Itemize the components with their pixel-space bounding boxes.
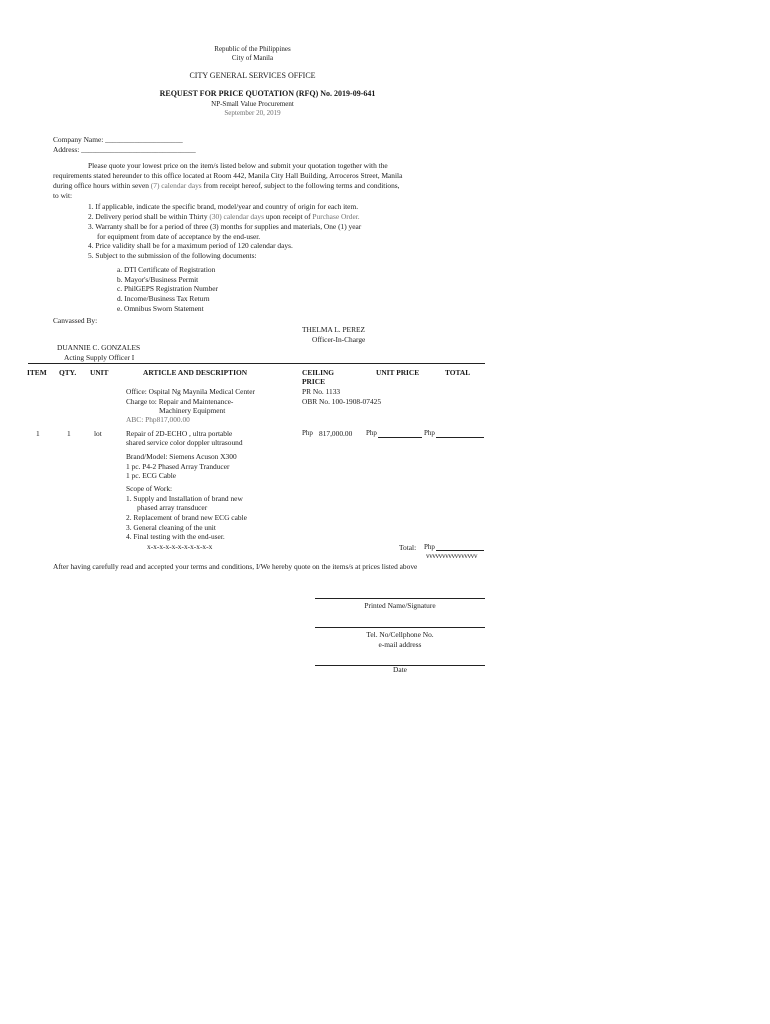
header-item: ITEM bbox=[27, 368, 47, 377]
tel-line bbox=[315, 627, 485, 628]
obr-number: OBR No. 100-1908-07425 bbox=[302, 397, 382, 406]
charge-line-cont: Machinery Equipment bbox=[159, 406, 226, 415]
supply-officer-title: Acting Supply Officer I bbox=[64, 353, 135, 362]
x-line: x-x-x-x-x-x-x-x-x-x-x bbox=[147, 542, 213, 551]
intro-line-3: during office hours within seven (7) calendar days from receipt hereof, subject to the following terms and conditions, bbox=[53, 181, 400, 190]
doc-item: c. PhilGEPS Registration Number bbox=[117, 284, 219, 293]
unit-price-blank bbox=[378, 437, 422, 438]
closing-statement: After having carefully read and accepted your terms and conditions, I/We hereby quote on the items/s at prices listed above bbox=[53, 562, 418, 571]
pr-number: PR No. 1133 bbox=[302, 387, 341, 396]
header-article: ARTICLE AND DESCRIPTION bbox=[143, 368, 248, 377]
total-currency: Php bbox=[424, 429, 435, 437]
term-2: 2. Delivery period shall be within Thirty (30) calendar days upon receipt of Purchase Order. bbox=[88, 212, 360, 221]
grand-total-currency: Php bbox=[424, 543, 435, 551]
header-qty: QTY. bbox=[59, 368, 77, 377]
procurement-type: NP-Small Value Procurement bbox=[211, 100, 294, 108]
row-qty: 1 bbox=[67, 429, 71, 438]
term-4: 4. Price validity shall be for a maximum period of 120 calendar days. bbox=[88, 241, 293, 250]
header-ceiling: CEILING bbox=[302, 368, 335, 377]
header-ceiling-price: PRICE bbox=[302, 377, 325, 386]
term-3: 3. Warranty shall be for a period of three (3) months for supplies and materials, One (1) year bbox=[88, 222, 362, 231]
header-unit: UNIT bbox=[90, 368, 109, 377]
scope-line: phased array transducer bbox=[137, 503, 208, 512]
supply-officer-name: DUANNIE C. GONZALES bbox=[57, 343, 141, 352]
calendar-days-7: (7) calendar days bbox=[150, 181, 202, 190]
calendar-days-30: (30) calendar days bbox=[209, 212, 264, 221]
row-unit: lot bbox=[94, 429, 102, 438]
oic-name: THELMA L. PEREZ bbox=[302, 325, 366, 334]
row-item: 1 bbox=[36, 429, 40, 438]
address-field: Address: _______________________________ bbox=[53, 145, 196, 154]
abc-amount: ABC: Php817,000.00 bbox=[126, 415, 190, 424]
doc-item: a. DTI Certificate of Registration bbox=[117, 265, 216, 274]
charge-line: Charge to: Repair and Maintenance- bbox=[126, 397, 234, 406]
intro-line-4: to wit: bbox=[53, 191, 73, 200]
term-3-cont: for equipment from date of acceptance by the end-user. bbox=[97, 232, 261, 241]
doc-item: d. Income/Business Tax Return bbox=[117, 294, 210, 303]
email-label: e-mail address bbox=[378, 640, 422, 649]
date-label: Date bbox=[393, 665, 407, 674]
oic-title: Officer-In-Charge bbox=[312, 335, 366, 344]
scope-line: 1. Supply and Installation of brand new bbox=[126, 494, 243, 503]
scope-line: 2. Replacement of brand new ECG cable bbox=[126, 513, 247, 522]
rfq-date: September 20, 2019 bbox=[224, 109, 281, 117]
republic-line: Republic of the Philippines bbox=[214, 45, 291, 53]
brand-line: Brand/Model: Siemens Acuson X300 bbox=[126, 452, 237, 461]
signature-line bbox=[315, 598, 485, 599]
brand-line: 1 pc. P4-2 Phased Array Tranducer bbox=[126, 462, 230, 471]
canvassed-by-label: Canvassed By: bbox=[53, 316, 98, 325]
doc-item: e. Omnibus Sworn Statement bbox=[117, 304, 204, 313]
total-label: Total: bbox=[399, 543, 417, 552]
scope-title: Scope of Work: bbox=[126, 484, 173, 493]
term-5: 5. Subject to the submission of the following documents: bbox=[88, 251, 257, 260]
ceiling-value: 817,000.00 bbox=[319, 429, 353, 438]
unit-price-currency: Php bbox=[366, 429, 377, 437]
total-blank bbox=[436, 437, 484, 438]
tel-label: Tel. No/Cellphone No. bbox=[366, 630, 434, 639]
company-name-field: Company Name: _____________________ bbox=[53, 135, 183, 144]
intro-line-2: requirements stated hereunder to this office located at Room 442, Manila City Hall Building, Arroceros Street, Manila bbox=[53, 171, 403, 180]
term-1: 1. If applicable, indicate the specific brand, model/year and country of origin for each item. bbox=[88, 202, 359, 211]
printed-name-label: Printed Name/Signature bbox=[364, 601, 436, 610]
office-title: CITY GENERAL SERVICES OFFICE bbox=[189, 71, 316, 80]
rfq-title: REQUEST FOR PRICE QUOTATION (RFQ) No. 2019-09-641 bbox=[159, 89, 376, 98]
intro-line-1: Please quote your lowest price on the item/s listed below and submit your quotation together with the bbox=[88, 161, 388, 170]
scope-line: 3. General cleaning of the unit bbox=[126, 523, 216, 532]
v-line: vvvvvvvvvvvvvvvv bbox=[426, 552, 478, 560]
brand-line: 1 pc. ECG Cable bbox=[126, 471, 177, 480]
header-total: TOTAL bbox=[445, 368, 471, 377]
office-line: Office: Ospital Ng Maynila Medical Center bbox=[126, 387, 255, 396]
grand-total-blank bbox=[436, 550, 484, 551]
scope-line: 4. Final testing with the end-user. bbox=[126, 532, 225, 541]
purchase-order: Purchase Order. bbox=[312, 212, 360, 221]
ceiling-currency: Php bbox=[302, 429, 313, 437]
row-desc-1: Repair of 2D-ECHO , ultra portable bbox=[126, 429, 233, 438]
row-desc-2: shared service color doppler ultrasound bbox=[126, 438, 243, 447]
table-top-rule bbox=[28, 363, 485, 364]
city-line: City of Manila bbox=[231, 54, 274, 62]
header-unit-price: UNIT PRICE bbox=[376, 368, 420, 377]
doc-item: b. Mayor's/Business Permit bbox=[117, 275, 199, 284]
